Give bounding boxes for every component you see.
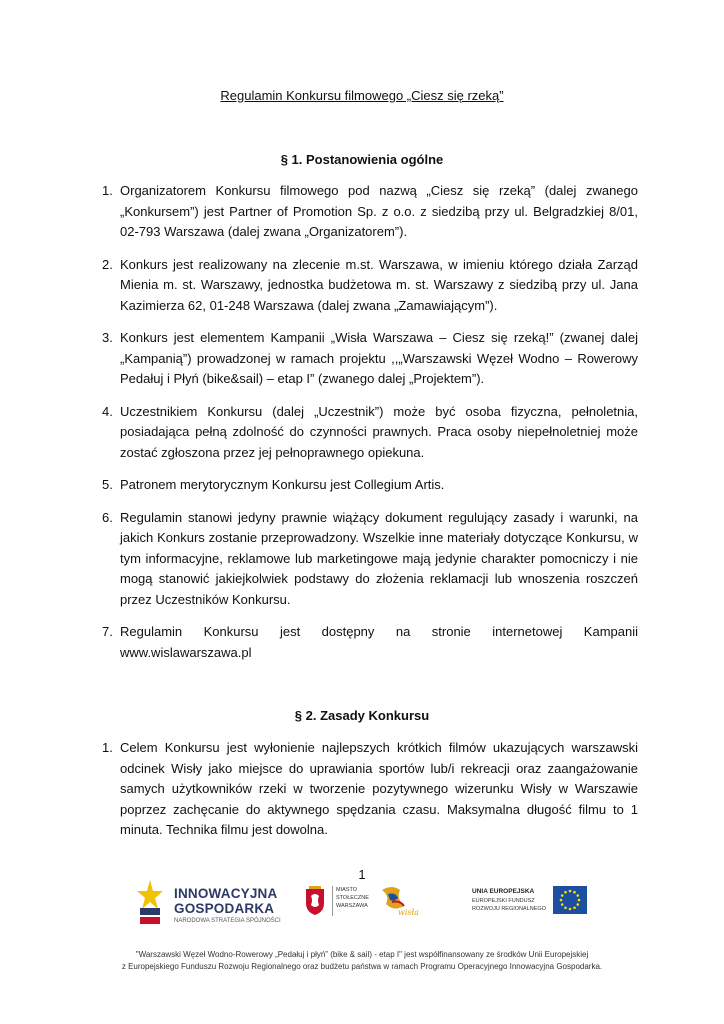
unia-europejska-logo [472,884,592,924]
list-item: 5. Patronem merytorycznym Konkursu jest Collegium Artis. [102,477,445,492]
page-number: 1 [358,867,366,882]
list-item: 2. Konkurs jest realizowany na zlecenie m.st. Warszawa, w imieniu którego działa Zarząd Mienia m. st. Warszawy, jednostka budżetowa m. st. Warszawy z siedzibą przy ul. Jana Kazimierza 62, 01-248 Warszawa (dalej zwana „Zamawiającym”). [102,256,638,313]
waw-line-3: WARSZAWA [336,903,368,909]
section-2-list [102,738,638,853]
list-item: 1. Celem Konkursu jest wyłonienie najlepszych krótkich filmów ukazujących warszawski odcinek Wisły jako miejsce do uprawiania sportów lub/i rekreacji oraz zaangażowanie samych użytkowników rzeki w tworzenie pozytywnego wizerunku Wisły w Warszawie poprzez zachęcanie do aktywnego spędzania czasu. Maksymalna długość filmu to 1 minuta. Technika filmu jest dowolna. [102,740,638,837]
footer-line-1: "Warszawski Węzeł Wodno-Rowerowy „Pedałuj i płyń” (bike & sail) - etap I" jest współfinansowany ze środków Unii Europejskiej [135,950,589,959]
ue-line-3: ROZWOJU REGIONALNEGO [472,906,546,912]
section-1-list [102,181,638,675]
ig-line-1: INNOWACYJNA [174,886,278,901]
document-title: Regulamin Konkursu filmowego „Ciesz się rzeką” [220,88,504,103]
ig-line-3: NARODOWA STRATEGIA SPÓJNOŚCI [174,918,281,924]
section-1-heading: § 1. Postanowienia ogólne [280,152,444,167]
eu-flag-icon [553,886,587,914]
list-item: 6. Regulamin stanowi jedyny prawnie wiążący dokument regulujący zasady i warunki, na jakich Konkurs zostanie przeprowadzony. Wszelkie inne materiały dotyczące Konkursu, w tym informacyjne, reklamowe lub marketingowe mają jedynie charakter pomocniczy i nie mogą stanowić jakiejkolwiek podstawy do złożenia reklamacji lub wnoszenia roszczeń przez Uczestników Konkursu. [102,509,638,607]
list-item: 4. Uczestnikiem Konkursu (dalej „Uczestnik”) może być osoba fizyczna, pełnoletnia, posiadająca pełną zdolność do czynności prawnych. Praca osoby niepełnoletniej może zostać zgłoszona przez jej pełnoprawnego opiekuna. [102,403,638,460]
waw-line-2: STOŁECZNE [336,895,369,901]
ig-line-2: GOSPODARKA [174,901,275,916]
waw-line-1: MIASTO [336,887,357,893]
list-item: 3. Konkurs jest elementem Kampanii „Wisła Warszawa – Ciesz się rzeką!” (zwanej dalej „Kampanią”) prowadzonej w ramach projektu ,,„Warszawski Węzeł Wodno – Rowerowy Pedałuj i Płyń (bike&sail) – etap I” (zwanego dalej „Projektem”). [102,330,638,386]
star-icon [136,878,164,926]
wisla-text: wisła [398,908,419,917]
footer-cofinancing-text [0,949,724,973]
wisla-warszawa-logo [378,882,438,922]
ue-line-2: EUROPEJSKI FUNDUSZ [472,898,535,904]
warszawa-logo [304,884,374,924]
section-2-heading: § 2. Zasady Konkursu [294,708,430,723]
ue-line-1: UNIA EUROPEJSKA [472,888,535,895]
list-item: 7. Regulamin Konkursu jest dostępny na stronie internetowej Kampanii www.wislawarszawa.pl [102,624,638,660]
innowacyjna-gospodarka-logo [136,878,286,930]
list-item: 1. Organizatorem Konkursu filmowego pod nazwą „Ciesz się rzeką” (dalej zwanego „Konkursem”) jest Partner of Promotion Sp. z o.o. z siedzibą przy ul. Belgradzkiej 8/01, 02-793 Warszawa (dalej zwana „Organizatorem”). [102,183,638,239]
divider [332,886,333,916]
crest-icon [304,886,326,916]
footer-line-2: z Europejskiego Funduszu Rozwoju Regionalnego oraz budżetu państwa w ramach Programu Operacyjnego Innowacyjna Gospodarka. [121,962,603,971]
